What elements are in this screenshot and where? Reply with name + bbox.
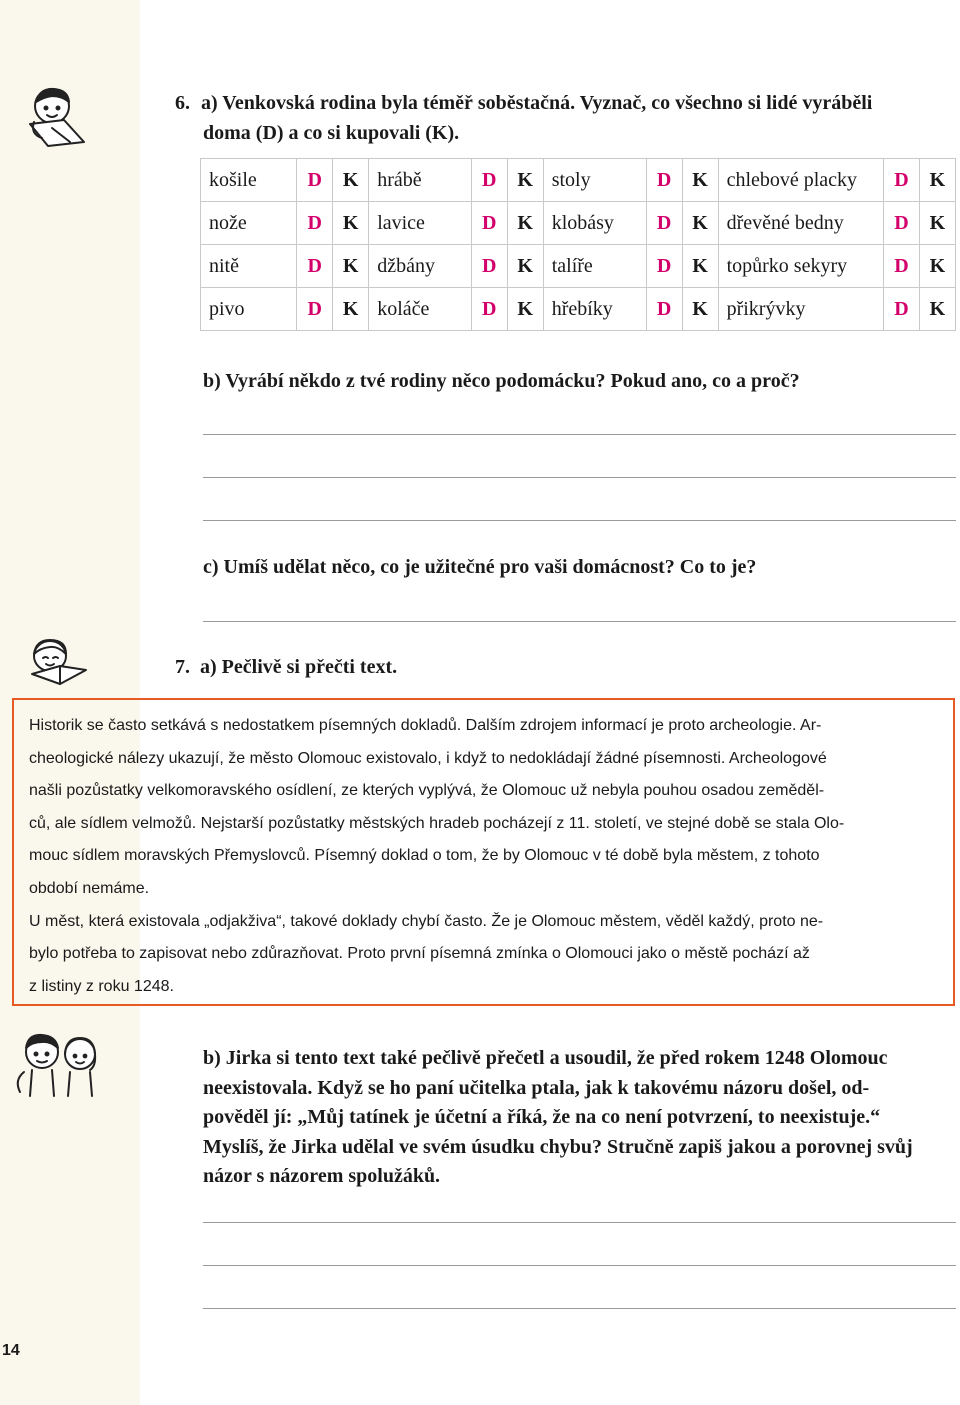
- answer-line[interactable]: [203, 1265, 956, 1266]
- item-label: lavice: [369, 202, 472, 245]
- question-7b-line: Myslíš, že Jirka udělal ve svém úsudku chybu? Stručně zapiš jakou a porovnej svůj: [203, 1135, 913, 1158]
- choice-k[interactable]: K: [682, 245, 718, 288]
- question-7b-line: neexistovala. Když se ho paní učitelka ptala, jak k takovému názoru došel, od-: [203, 1076, 870, 1099]
- text-line: U měst, která existovala „odjakživa“, takové doklady chybí často. Že je Olomouc městem, věděl každý, proto ne-: [29, 912, 824, 930]
- table-row: [201, 159, 956, 202]
- item-label: nitě: [201, 245, 297, 288]
- answer-line[interactable]: [203, 1308, 956, 1309]
- text-line: cheologické nálezy ukazují, že město Olomouc existovalo, i když to nedokládají žádné písemnosti. Archeologové: [29, 749, 827, 767]
- choice-d[interactable]: D: [471, 159, 507, 202]
- choice-k[interactable]: K: [919, 159, 955, 202]
- item-label: koláče: [369, 288, 472, 331]
- text-line: bylo potřeba to zapisovat nebo zdůrazňovat. Proto první písemná zmínka o Olomouci jako o městě pochází až: [29, 945, 810, 963]
- two-children-icon: [10, 1030, 106, 1100]
- table-row: [201, 288, 956, 331]
- question-7b-line: názor s názorem spolužáků.: [203, 1165, 441, 1188]
- item-label: pivo: [201, 288, 297, 331]
- choice-d[interactable]: D: [297, 202, 333, 245]
- question-7b-line: pověděl jí: „Můj tatínek je účetní a říká, že na co není potvrzení, to neexistuje.“: [203, 1106, 881, 1129]
- question-7b: [203, 1044, 960, 1192]
- text-line: ců, ale sídlem velmožů. Nejstarší pozůstatky městských hradeb pocházejí z 11. století, ve stejné době se stala Olo-: [29, 814, 845, 832]
- choice-d[interactable]: D: [471, 288, 507, 331]
- choice-d[interactable]: D: [884, 159, 920, 202]
- question-7b-line: b) Jirka si tento text také pečlivě přečetl a usoudil, že před rokem 1248 Olomouc: [203, 1047, 888, 1069]
- choice-d[interactable]: D: [471, 245, 507, 288]
- choice-d[interactable]: D: [884, 245, 920, 288]
- choice-k[interactable]: K: [333, 288, 369, 331]
- choice-d[interactable]: D: [646, 159, 682, 202]
- question-7a: 7. a) Pečlivě si přečti text.: [175, 656, 398, 678]
- item-label: stoly: [543, 159, 646, 202]
- answer-line[interactable]: [203, 520, 956, 521]
- choice-d[interactable]: D: [646, 245, 682, 288]
- answer-line[interactable]: [203, 621, 956, 622]
- choice-k[interactable]: K: [333, 245, 369, 288]
- choice-d[interactable]: D: [646, 202, 682, 245]
- choice-d[interactable]: D: [884, 288, 920, 331]
- choice-k[interactable]: K: [919, 288, 955, 331]
- choice-k[interactable]: K: [682, 202, 718, 245]
- answer-line[interactable]: [203, 477, 956, 478]
- choice-k[interactable]: K: [507, 202, 543, 245]
- dk-choice-table: [200, 158, 956, 331]
- page-number: 14: [2, 1342, 20, 1359]
- item-label: džbány: [369, 245, 472, 288]
- item-label: nože: [201, 202, 297, 245]
- choice-k[interactable]: K: [682, 159, 718, 202]
- choice-k[interactable]: K: [507, 159, 543, 202]
- text-line: mouc sídlem moravských Přemyslovců. Písemný doklad o tom, že by Olomouc v té době byla městem, z tohoto: [29, 847, 820, 865]
- text-line: Historik se často setkává s nedostatkem písemných dokladů. Dalším zdrojem informací je proto archeologie. Ar-: [29, 717, 822, 734]
- item-label: hřebíky: [543, 288, 646, 331]
- item-label: klobásy: [543, 202, 646, 245]
- item-label: přikrývky: [718, 288, 883, 331]
- text-line: z listiny z roku 1248.: [29, 977, 174, 995]
- item-label: dřevěné bedny: [718, 202, 883, 245]
- text-line: našli pozůstatky velkomoravského osídlení, ze kterých vyplývá, že Olomouc už nebyla pouhou osadou zeměděl-: [29, 782, 825, 800]
- choice-d[interactable]: D: [297, 288, 333, 331]
- item-label: chlebové placky: [718, 159, 883, 202]
- choice-k[interactable]: K: [682, 288, 718, 331]
- item-label: košile: [201, 159, 297, 202]
- question-6: [175, 88, 955, 148]
- question-number: 6.: [175, 92, 190, 114]
- answer-line[interactable]: [203, 1222, 956, 1223]
- choice-d[interactable]: D: [646, 288, 682, 331]
- choice-k[interactable]: K: [507, 288, 543, 331]
- choice-d[interactable]: D: [884, 202, 920, 245]
- writing-child-icon: [22, 84, 92, 150]
- choice-k[interactable]: K: [507, 245, 543, 288]
- table-row: [201, 245, 956, 288]
- choice-k[interactable]: K: [919, 202, 955, 245]
- question-6b: b) Vyrábí někdo z tvé rodiny něco podomácku? Pokud ano, co a proč?: [203, 370, 800, 392]
- question-6c: c) Umíš udělat něco, co je užitečné pro vaši domácnost? Co to je?: [203, 556, 757, 578]
- table-row: [201, 202, 956, 245]
- answer-line[interactable]: [203, 434, 956, 435]
- item-label: topůrko sekyry: [718, 245, 883, 288]
- choice-d[interactable]: D: [471, 202, 507, 245]
- item-label: talíře: [543, 245, 646, 288]
- question-6a-text-line2: doma (D) a co si kupovali (K).: [203, 122, 460, 144]
- question-6a-text: a) Venkovská rodina byla téměř soběstačná. Vyznač, co všechno si lidé vyráběli: [201, 92, 873, 114]
- reading-child-icon: [26, 636, 90, 690]
- choice-d[interactable]: D: [297, 159, 333, 202]
- reading-text-box: [12, 698, 955, 1006]
- choice-k[interactable]: K: [333, 202, 369, 245]
- choice-d[interactable]: D: [297, 245, 333, 288]
- choice-k[interactable]: K: [919, 245, 955, 288]
- choice-k[interactable]: K: [333, 159, 369, 202]
- text-line: období nemáme.: [29, 879, 150, 897]
- item-label: hrábě: [369, 159, 472, 202]
